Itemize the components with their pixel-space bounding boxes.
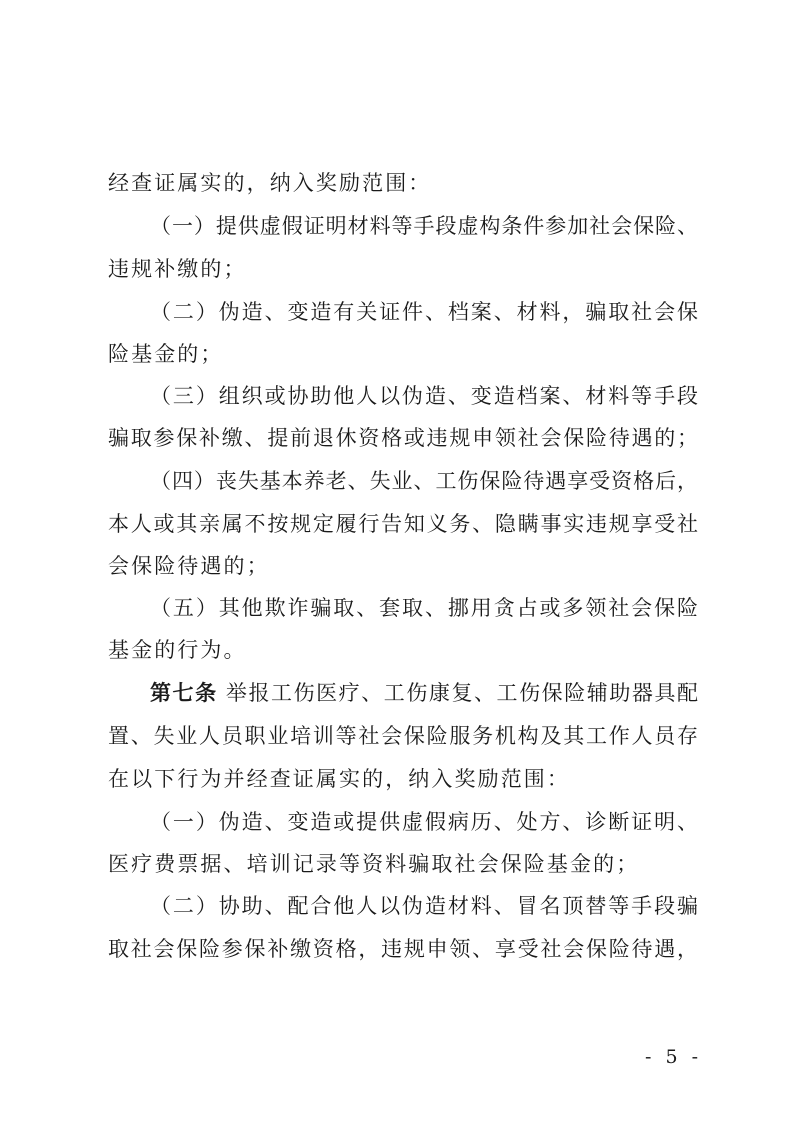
text-line: （二）协助、配合他人以伪造材料、冒名顶替等手段骗 (150, 894, 698, 918)
text-line: （一）提供虚假证明材料等手段虚构条件参加社会保险、 (150, 214, 698, 238)
text-line: 医疗费票据、培训记录等资料骗取社会保险基金的； (108, 852, 640, 876)
article-line (150, 678, 698, 708)
text-line: 违规补缴的； (108, 257, 247, 281)
text-line: 险基金的； (108, 342, 224, 366)
text-line: （二）伪造、变造有关证件、档案、材料，骗取社会保 (150, 300, 698, 324)
article-label: 第七条 (150, 680, 218, 705)
text-line: （一）伪造、变造或提供虚假病历、处方、诊断证明、 (150, 810, 698, 834)
text-line: 会保险待遇的； (108, 554, 270, 578)
text-line: （三）组织或协助他人以伪造、变造档案、材料等手段 (150, 384, 698, 408)
text-line: 本人或其亲属不按规定履行告知义务、隐瞒事实违规享受社 (108, 512, 698, 536)
page-number: - 5 - (645, 1046, 703, 1068)
text-line: （五）其他欺诈骗取、套取、挪用贪占或多领社会保险 (150, 596, 698, 620)
text-line: 经查证属实的，纳入奖励范围： (108, 171, 432, 195)
text-line: 骗取参保补缴、提前退休资格或违规申领社会保险待遇的； (108, 426, 698, 450)
text-line: 基金的行为。 (108, 638, 247, 662)
text-line: 置、失业人员职业培训等社会保险服务机构及其工作人员存 (108, 724, 698, 748)
text-line: （四）丧失基本养老、失业、工伤保险待遇享受资格后， (150, 469, 698, 493)
text-line: 取社会保险参保补缴资格，违规申领、享受社会保险待遇， (108, 937, 698, 961)
text-line: 在以下行为并经查证属实的，纳入奖励范围： (108, 767, 570, 791)
article-text: 举报工伤医疗、工伤康复、工伤保险辅助器具配 (225, 681, 698, 705)
